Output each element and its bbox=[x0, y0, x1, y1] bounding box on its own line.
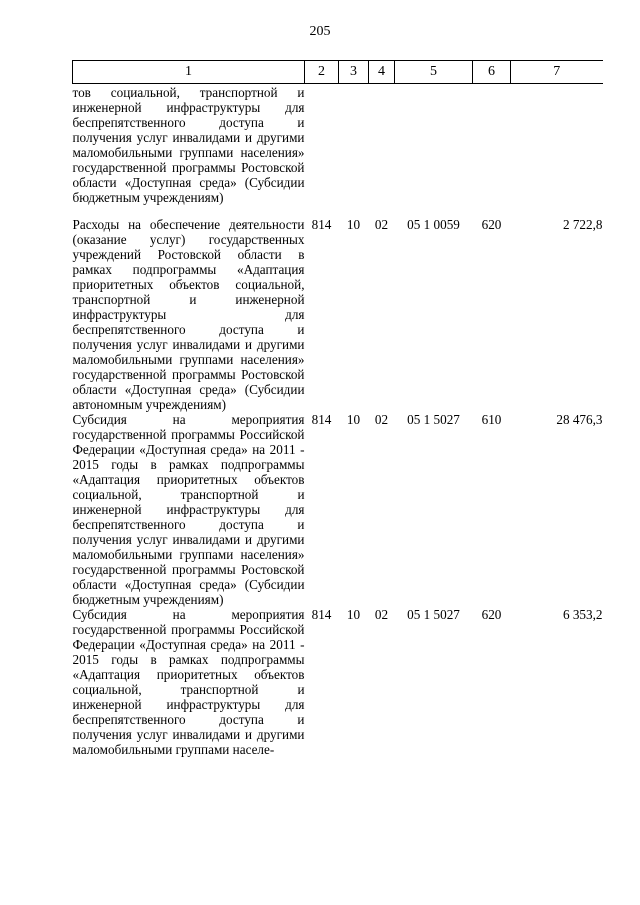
table-row bbox=[73, 84, 603, 218]
row-subsection-code: 02 bbox=[374, 607, 389, 622]
row-ministry-code: 814 bbox=[311, 217, 332, 232]
row-amount: 6 353,2 bbox=[562, 607, 603, 622]
row-target-code: 05 1 0059 bbox=[407, 217, 460, 232]
row-amount: 28 476,3 bbox=[556, 412, 603, 427]
column-header-5: 5 bbox=[395, 61, 473, 84]
table-header-row bbox=[73, 61, 603, 84]
column-header-2: 2 bbox=[305, 61, 339, 84]
column-header-7: 7 bbox=[511, 61, 603, 84]
row-ministry-code: 814 bbox=[311, 412, 332, 427]
row-section-code bbox=[339, 84, 369, 218]
row-description: Субсидия на мероприятия государственной программы Российской Федерации «Доступная среда» на 2011 - 2015 годы в рамках подпрограммы «Адаптация приоритетных объектов социальной, транспортной и инженерной инфраструктуры для беспрепятственного доступа и получения услуг инвалидами и другими маломобильными группами населения» государственной программы Ростовской области «Доступная среда» (Субсидии бюджетным учреждениям) bbox=[72, 412, 305, 607]
row-target-code: 05 1 5027 bbox=[407, 607, 460, 622]
column-header-3: 3 bbox=[339, 61, 369, 84]
row-expense-type: 620 bbox=[481, 217, 502, 232]
table-row bbox=[73, 412, 603, 607]
row-amount: 2 722,8 bbox=[562, 217, 603, 232]
page-number: 205 bbox=[309, 24, 331, 39]
budget-table bbox=[72, 60, 603, 757]
row-amount bbox=[511, 84, 603, 218]
row-ministry-code: 814 bbox=[311, 607, 332, 622]
row-subsection-code: 02 bbox=[374, 217, 389, 232]
row-subsection-code bbox=[369, 84, 395, 218]
row-section-code: 10 bbox=[346, 607, 361, 622]
row-target-code bbox=[395, 84, 473, 218]
row-ministry-code bbox=[305, 84, 339, 218]
table-row bbox=[73, 607, 603, 757]
row-expense-type bbox=[473, 84, 511, 218]
row-section-code: 10 bbox=[346, 217, 361, 232]
row-description: Расходы на обеспечение деятельности (оказание услуг) государственных учреждений Ростовской области в рамках подпрограммы «Адаптация приоритетных объектов социальной, транспортной и инженерной инфраструктуры для беспрепятственного доступа и получения услуг инвалидами и другими маломобильными группами населения» государственной программы Ростовской области «Доступная среда» (Субсидии автономным учреждениям) bbox=[72, 217, 305, 412]
column-header-6: 6 bbox=[473, 61, 511, 84]
row-expense-type: 610 bbox=[481, 412, 502, 427]
column-header-4: 4 bbox=[369, 61, 395, 84]
row-description: Субсидия на мероприятия государственной программы Российской Федерации «Доступная среда» на 2011 - 2015 годы в рамках подпрограммы «Адаптация приоритетных объектов социальной, транспортной и инженерной инфраструктуры для беспрепятственного доступа и получения услуг инвалидами и другими маломобильными группами населе- bbox=[72, 607, 305, 757]
row-description: тов социальной, транспортной и инженерной инфраструктуры для беспрепятственного доступа и получения услуг инвалидами и другими маломобильными группами населения» государственной программы Ростовской области «Доступная среда» (Субсидии бюджетным учреждениям) bbox=[72, 85, 305, 205]
row-target-code: 05 1 5027 bbox=[407, 412, 460, 427]
column-header-1: 1 bbox=[73, 61, 305, 84]
row-subsection-code: 02 bbox=[374, 412, 389, 427]
table-row bbox=[73, 217, 603, 412]
row-expense-type: 620 bbox=[481, 607, 502, 622]
row-section-code: 10 bbox=[346, 412, 361, 427]
